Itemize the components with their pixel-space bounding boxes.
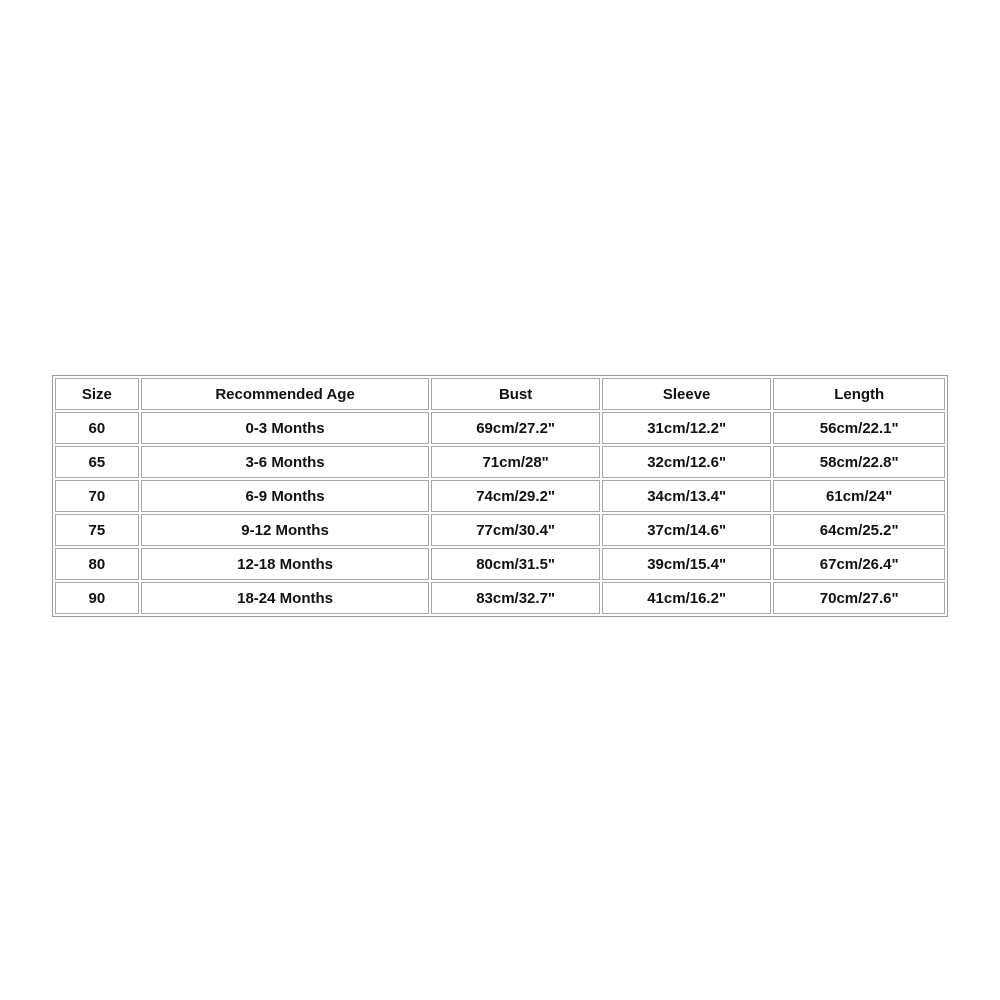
header-bust: Bust: [431, 378, 600, 410]
cell-sleeve: 32cm/12.6": [602, 446, 772, 478]
cell-length: 56cm/22.1": [773, 412, 945, 444]
cell-length: 58cm/22.8": [773, 446, 945, 478]
cell-sleeve: 31cm/12.2": [602, 412, 772, 444]
cell-bust: 71cm/28": [431, 446, 600, 478]
cell-length: 67cm/26.4": [773, 548, 945, 580]
table-row: [55, 412, 945, 444]
cell-bust: 69cm/27.2": [431, 412, 600, 444]
cell-recommended-age: 12-18 Months: [141, 548, 430, 580]
cell-size: 60: [55, 412, 139, 444]
cell-sleeve: 41cm/16.2": [602, 582, 772, 614]
header-recommended-age: Recommended Age: [141, 378, 430, 410]
cell-sleeve: 39cm/15.4": [602, 548, 772, 580]
table-row: [55, 480, 945, 512]
cell-size: 75: [55, 514, 139, 546]
header-length: Length: [773, 378, 945, 410]
cell-recommended-age: 18-24 Months: [141, 582, 430, 614]
cell-recommended-age: 9-12 Months: [141, 514, 430, 546]
table-row: [55, 514, 945, 546]
cell-bust: 83cm/32.7": [431, 582, 600, 614]
cell-recommended-age: 6-9 Months: [141, 480, 430, 512]
cell-size: 80: [55, 548, 139, 580]
size-chart-table: [52, 375, 948, 617]
cell-size: 90: [55, 582, 139, 614]
cell-bust: 80cm/31.5": [431, 548, 600, 580]
cell-length: 64cm/25.2": [773, 514, 945, 546]
cell-length: 70cm/27.6": [773, 582, 945, 614]
cell-length: 61cm/24": [773, 480, 945, 512]
table-header-row: [55, 378, 945, 410]
cell-size: 65: [55, 446, 139, 478]
cell-recommended-age: 0-3 Months: [141, 412, 430, 444]
header-sleeve: Sleeve: [602, 378, 772, 410]
cell-sleeve: 37cm/14.6": [602, 514, 772, 546]
table-row: [55, 548, 945, 580]
cell-bust: 77cm/30.4": [431, 514, 600, 546]
cell-recommended-age: 3-6 Months: [141, 446, 430, 478]
header-size: Size: [55, 378, 139, 410]
cell-size: 70: [55, 480, 139, 512]
table-row: [55, 582, 945, 614]
cell-bust: 74cm/29.2": [431, 480, 600, 512]
table-row: [55, 446, 945, 478]
cell-sleeve: 34cm/13.4": [602, 480, 772, 512]
